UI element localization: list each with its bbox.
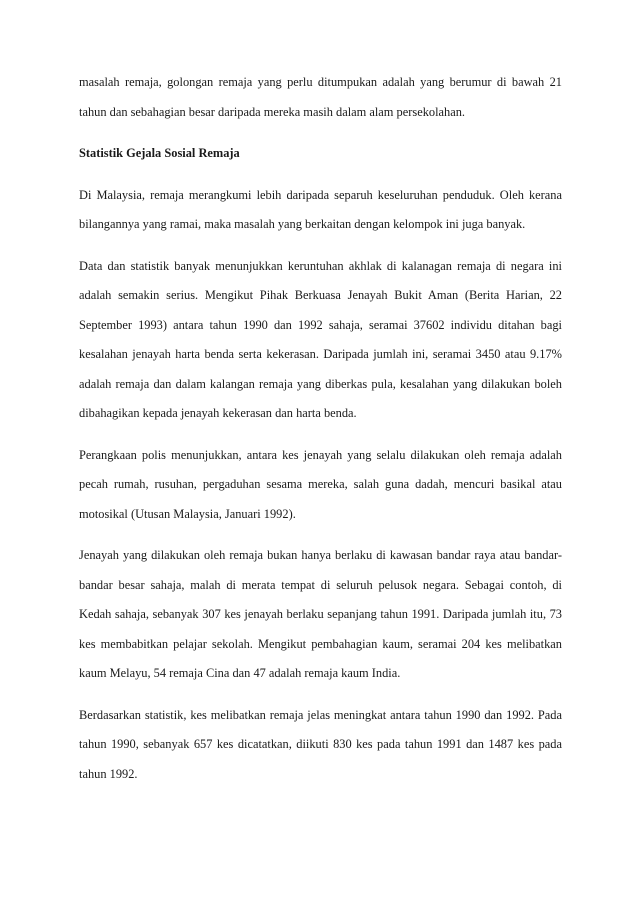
section-heading: Statistik Gejala Sosial Remaja bbox=[79, 146, 240, 160]
paragraph-intro: masalah remaja, golongan remaja yang perlu ditumpukan adalah yang berumur di bawah 21 tahun dan sebahagian besar daripada mereka masih dalam alam persekolahan. bbox=[79, 75, 562, 119]
paragraph-kedah: Jenayah yang dilakukan oleh remaja bukan hanya berlaku di kawasan bandar raya atau bandar-bandar besar sahaja, malah di merata tempat di seluruh pelusok negara. Sebagai contoh, di Kedah sahaja, sebanyak 307 kes jenayah berlaku sepanjang tahun 1991. Daripada jumlah itu, 73 kes membabitkan pelajar sekolah. Mengikut pembahagian kaum, seramai 204 kes melibatkan kaum Melayu, 54 remaja Cina dan 47 adalah remaja kaum India. bbox=[79, 548, 562, 680]
document-page bbox=[79, 68, 562, 801]
paragraph-malaysia: Di Malaysia, remaja merangkumi lebih daripada separuh keseluruhan penduduk. Oleh kerana bilangannya yang ramai, maka masalah yang berkaitan dengan kelompok ini juga banyak. bbox=[79, 187, 562, 231]
paragraph-statistics: Data dan statistik banyak menunjukkan keruntuhan akhlak di kalanagan remaja di negara ini adalah semakin serius. Mengikut Pihak Berkuasa Jenayah Bukit Aman (Berita Harian, 22 September 1993) antara tahun 1990 dan 1992 sahaja, seramai 37602 individu ditahan bagi kesalahan jenayah harta benda serta kekerasan. Daripada jumlah ini, seramai 3450 atau 9.17% adalah remaja dan dalam kalangan remaja yang diberkas pula, kesalahan yang dilakukan boleh dibahagikan kepada jenayah kekerasan dan harta benda. bbox=[79, 258, 562, 420]
paragraph-police: Perangkaan polis menunjukkan, antara kes jenayah yang selalu dilakukan oleh remaja adalah pecah rumah, rusuhan, pergaduhan sesama mereka, salah guna dadah, mencuri basikal atau motosikal (Utusan Malaysia, Januari 1992). bbox=[79, 447, 562, 521]
paragraph-trend: Berdasarkan statistik, kes melibatkan remaja jelas meningkat antara tahun 1990 dan 1992. Pada tahun 1990, sebanyak 657 kes dicatatkan, diikuti 830 kes pada tahun 1991 dan 1487 kes pada tahun 1992. bbox=[79, 707, 562, 781]
